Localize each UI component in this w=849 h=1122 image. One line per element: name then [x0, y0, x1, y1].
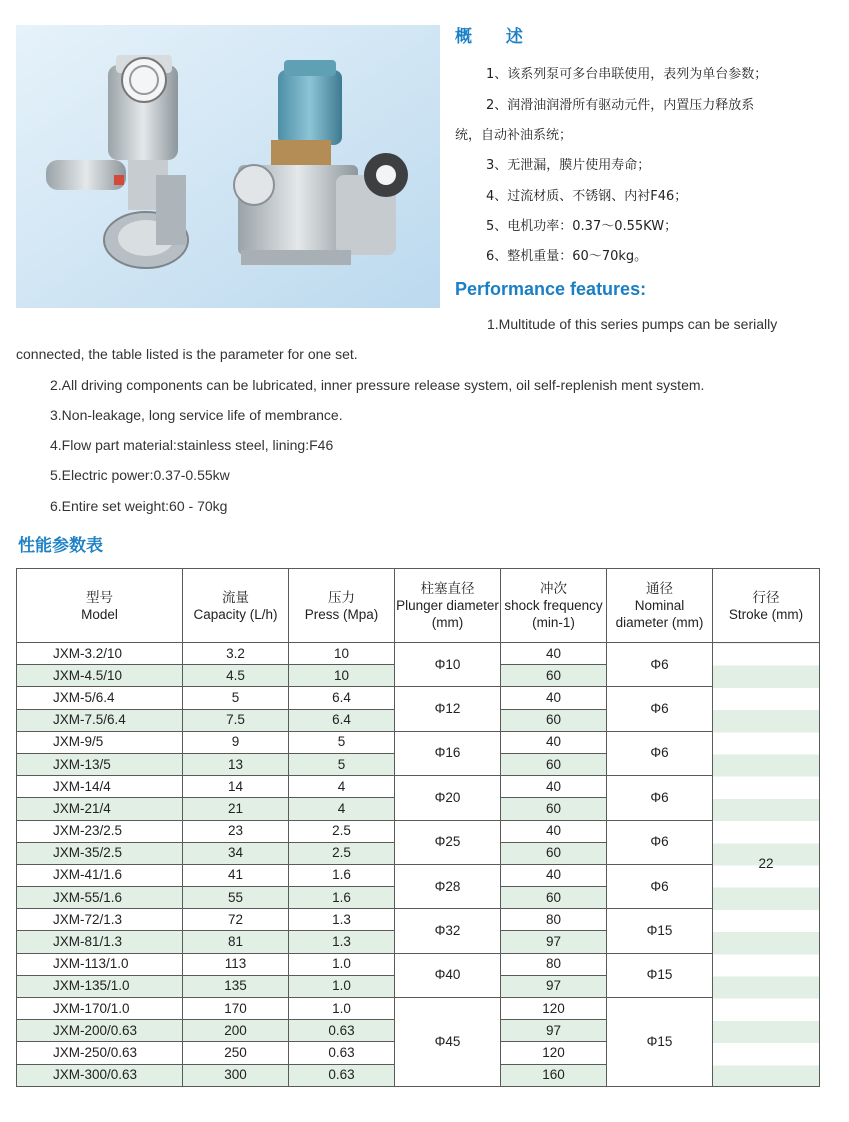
cell-model: JXM-170/1.0: [17, 998, 183, 1020]
cell-plunger: Φ45: [395, 998, 501, 1087]
cell-frequency: 80: [501, 953, 607, 975]
cell-capacity: 4.5: [183, 665, 289, 687]
features-line-4: 3.Non-leakage, long service life of membrance.: [50, 407, 343, 423]
overview-line-6: 5、电机功率：0.37～0.55KW；: [486, 219, 678, 234]
table-row: [17, 643, 820, 665]
table-row: [17, 776, 820, 798]
overview-line-4: 3、无泄漏，膜片使用寿命；: [486, 158, 651, 173]
cell-model: JXM-14/4: [17, 776, 183, 798]
cell-frequency: 97: [501, 975, 607, 997]
cell-frequency: 60: [501, 665, 607, 687]
cell-model: JXM-200/0.63: [17, 1020, 183, 1042]
cell-model: JXM-55/1.6: [17, 887, 183, 909]
cell-plunger: Φ32: [395, 909, 501, 953]
cell-model: JXM-300/0.63: [17, 1064, 183, 1086]
features-line-7: 6.Entire set weight:60 - 70kg: [50, 498, 228, 514]
header-frequency: 冲次 shock frequency (min-1): [501, 569, 607, 643]
cell-capacity: 23: [183, 820, 289, 842]
cell-press: 6.4: [289, 709, 395, 731]
cell-frequency: 60: [501, 753, 607, 775]
cell-capacity: 41: [183, 864, 289, 886]
cell-nominal: Φ6: [607, 820, 713, 864]
overview-line-1: 1、该系列泵可多台串联使用，表列为单台参数；: [486, 67, 768, 82]
cell-frequency: 40: [501, 687, 607, 709]
cell-nominal: Φ6: [607, 776, 713, 820]
table-title: 性能参数表: [18, 536, 103, 556]
table-row: [17, 953, 820, 975]
cell-press: 10: [289, 643, 395, 665]
cell-nominal: Φ6: [607, 864, 713, 908]
cell-press: 2.5: [289, 820, 395, 842]
table-row: [17, 687, 820, 709]
cell-model: JXM-13/5: [17, 753, 183, 775]
cell-capacity: 72: [183, 909, 289, 931]
cell-press: 6.4: [289, 687, 395, 709]
cell-press: 1.3: [289, 931, 395, 953]
overview-line-2: 2、润滑油润滑所有驱动元件，内置压力释放系: [486, 98, 755, 113]
cell-plunger: Φ16: [395, 731, 501, 775]
table-row: [17, 864, 820, 886]
cell-model: JXM-4.5/10: [17, 665, 183, 687]
table-row: [17, 909, 820, 931]
cell-model: JXM-135/1.0: [17, 975, 183, 997]
overview-line-7: 6、整机重量：60～70kg。: [486, 249, 648, 264]
cell-frequency: 60: [501, 709, 607, 731]
header-nominal: 通径 Nominal diameter (mm): [607, 569, 713, 643]
cell-capacity: 14: [183, 776, 289, 798]
cell-capacity: 5: [183, 687, 289, 709]
cell-frequency: 60: [501, 887, 607, 909]
cell-frequency: 40: [501, 820, 607, 842]
cell-capacity: 55: [183, 887, 289, 909]
cell-press: 10: [289, 665, 395, 687]
cell-frequency: 40: [501, 731, 607, 753]
cell-model: JXM-3.2/10: [17, 643, 183, 665]
features-line-6: 5.Electric power:0.37-0.55kw: [50, 467, 230, 483]
cell-capacity: 9: [183, 731, 289, 753]
cell-model: JXM-113/1.0: [17, 953, 183, 975]
cell-stroke: 22: [713, 643, 820, 1087]
cell-model: JXM-5/6.4: [17, 687, 183, 709]
product-photo: [16, 25, 440, 308]
cell-plunger: Φ25: [395, 820, 501, 864]
cell-capacity: 113: [183, 953, 289, 975]
cell-frequency: 40: [501, 643, 607, 665]
overview-line-3: 统，自动补油系统；: [455, 128, 573, 143]
cell-frequency: 80: [501, 909, 607, 931]
cell-press: 5: [289, 731, 395, 753]
cell-capacity: 200: [183, 1020, 289, 1042]
overview-title: 概 述: [455, 27, 537, 47]
cell-model: JXM-23/2.5: [17, 820, 183, 842]
cell-nominal: Φ15: [607, 953, 713, 997]
header-stroke: 行径 Stroke (mm): [713, 569, 820, 643]
cell-press: 1.0: [289, 998, 395, 1020]
cell-nominal: Φ15: [607, 998, 713, 1087]
features-line-3: 2.All driving components can be lubricated, inner pressure release system, oil self-replenish ment system.: [50, 377, 705, 393]
cell-capacity: 7.5: [183, 709, 289, 731]
cell-capacity: 13: [183, 753, 289, 775]
table-row: [17, 998, 820, 1020]
cell-press: 4: [289, 776, 395, 798]
features-title: Performance features:: [455, 279, 647, 299]
cell-capacity: 3.2: [183, 643, 289, 665]
cell-capacity: 170: [183, 998, 289, 1020]
cell-capacity: 21: [183, 798, 289, 820]
cell-frequency: 40: [501, 776, 607, 798]
cell-model: JXM-21/4: [17, 798, 183, 820]
table-header-row: [17, 569, 820, 643]
cell-frequency: 120: [501, 1042, 607, 1064]
cell-capacity: 250: [183, 1042, 289, 1064]
features-line-1: 1.Multitude of this series pumps can be serially: [487, 316, 778, 332]
cell-plunger: Φ10: [395, 643, 501, 687]
cell-plunger: Φ28: [395, 864, 501, 908]
cell-press: 1.6: [289, 887, 395, 909]
cell-capacity: 81: [183, 931, 289, 953]
cell-press: 2.5: [289, 842, 395, 864]
features-line-2: connected, the table listed is the parameter for one set.: [16, 346, 358, 362]
cell-capacity: 300: [183, 1064, 289, 1086]
features-line-5: 4.Flow part material:stainless steel, lining:F46: [50, 437, 334, 453]
cell-frequency: 60: [501, 798, 607, 820]
cell-model: JXM-81/1.3: [17, 931, 183, 953]
cell-press: 5: [289, 753, 395, 775]
cell-model: JXM-35/2.5: [17, 842, 183, 864]
parameter-table: [16, 568, 820, 1087]
cell-press: 0.63: [289, 1020, 395, 1042]
header-press: 压力 Press (Mpa): [289, 569, 395, 643]
cell-model: JXM-7.5/6.4: [17, 709, 183, 731]
header-capacity: 流量 Capacity (L/h): [183, 569, 289, 643]
cell-press: 1.6: [289, 864, 395, 886]
cell-frequency: 120: [501, 998, 607, 1020]
cell-press: 1.3: [289, 909, 395, 931]
cell-model: JXM-250/0.63: [17, 1042, 183, 1064]
header-model: 型号 Model: [17, 569, 183, 643]
cell-frequency: 40: [501, 864, 607, 886]
cell-press: 0.63: [289, 1042, 395, 1064]
cell-press: 1.0: [289, 953, 395, 975]
cell-plunger: Φ12: [395, 687, 501, 731]
cell-frequency: 160: [501, 1064, 607, 1086]
cell-model: JXM-41/1.6: [17, 864, 183, 886]
cell-plunger: Φ40: [395, 953, 501, 997]
cell-frequency: 97: [501, 1020, 607, 1042]
cell-nominal: Φ6: [607, 643, 713, 687]
cell-capacity: 34: [183, 842, 289, 864]
cell-nominal: Φ15: [607, 909, 713, 953]
header-plunger: 柱塞直径 Plunger diameter (mm): [395, 569, 501, 643]
cell-press: 0.63: [289, 1064, 395, 1086]
overview-line-5: 4、过流材质、不锈钢、内衬F46；: [486, 189, 688, 204]
cell-frequency: 97: [501, 931, 607, 953]
cell-press: 1.0: [289, 975, 395, 997]
table-row: [17, 820, 820, 842]
cell-model: JXM-72/1.3: [17, 909, 183, 931]
cell-press: 4: [289, 798, 395, 820]
cell-nominal: Φ6: [607, 687, 713, 731]
table-row: [17, 731, 820, 753]
cell-nominal: Φ6: [607, 731, 713, 775]
cell-frequency: 60: [501, 842, 607, 864]
cell-model: JXM-9/5: [17, 731, 183, 753]
cell-plunger: Φ20: [395, 776, 501, 820]
cell-capacity: 135: [183, 975, 289, 997]
